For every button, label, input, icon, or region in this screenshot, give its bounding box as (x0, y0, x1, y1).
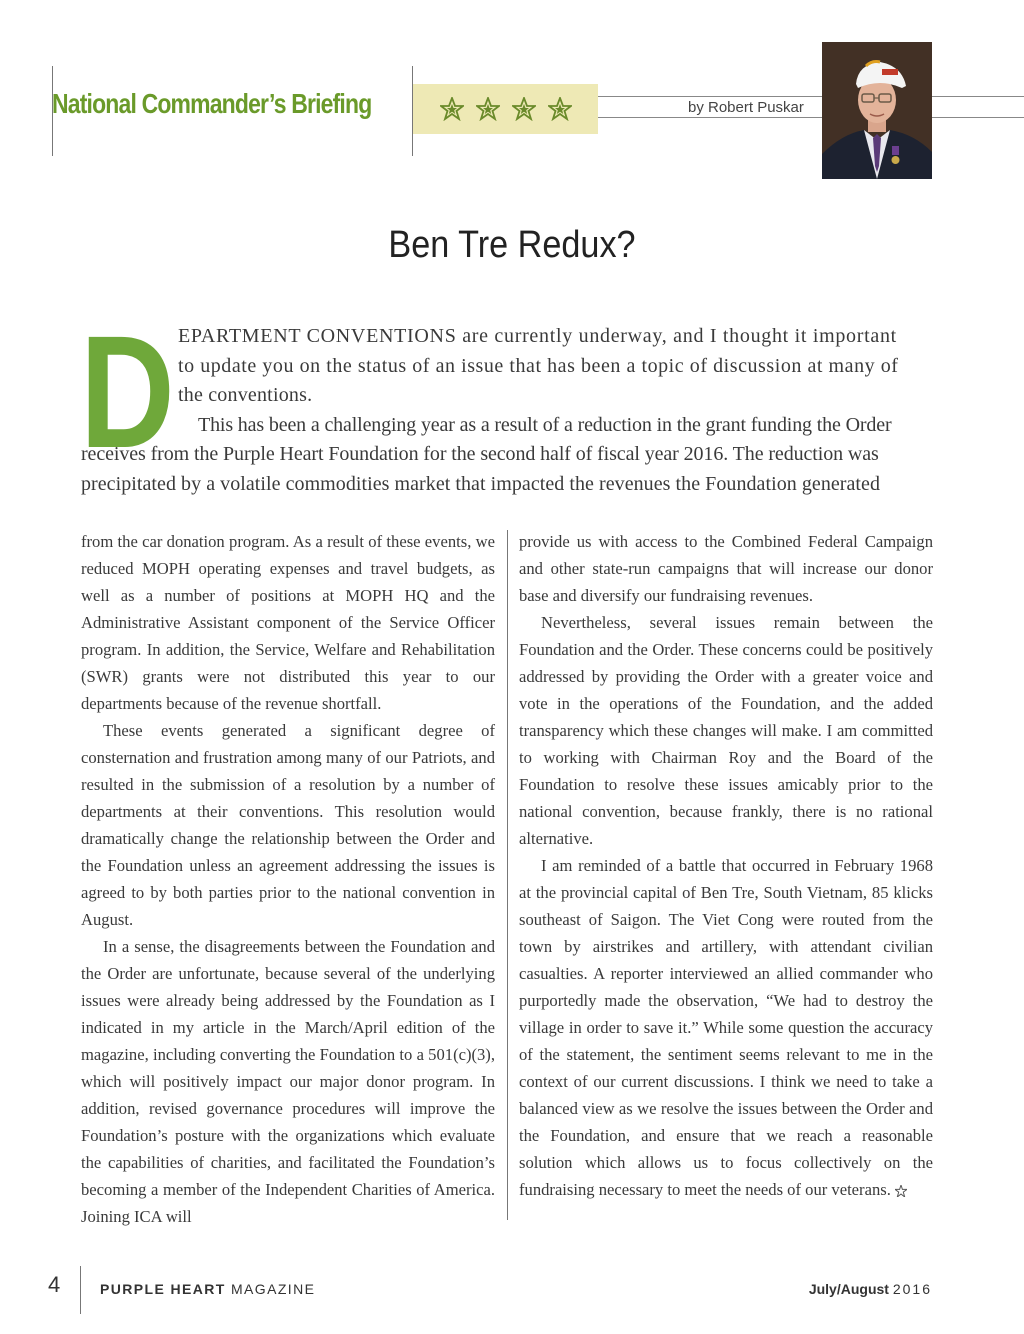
issue-date (809, 1281, 932, 1297)
star-icon (476, 97, 500, 121)
body-column-left (81, 528, 495, 1230)
body-paragraph-text: I am reminded of a battle that occurred in February 1968 at the provincial capital of Ben Tre, South Vietnam, 85 klicks southeast of Saigon. The Viet Cong were routed from the town by airstrikes and artillery, with attendant civilian casualties. A reporter interviewed an allied commander who purportedly made the observation, “We had to destroy the village in order to save it.” While some question the accuracy of the statement, the sentiment seems relevant to me in the context of our current discussions. I think we need to take a balanced view as we resolve the issues between the Order and the Foundation, and ensure that we reach a reasonable solution which allows us to focus collectively on the fundraising necessary to meet the needs of our veterans. (519, 856, 933, 1199)
header-rule (932, 96, 1024, 97)
intro-line: precipitated by a volatile commodities market that impacted the revenues the Foundation generated (81, 473, 881, 495)
body-paragraph: Nevertheless, several issues remain between the Foundation and the Order. These concerns could be positively addressed by providing the Order with a greater voice and vote in the operations of the Foundation, and the added transparency which these changes will make. I am committed to working with Chairman Roy and the Board of the Foundation to resolve these issues amicably prior to the national convention, because frankly, there is no rational alternative. (519, 613, 933, 848)
issue-months: July/August (808, 1281, 889, 1297)
body-column-right (519, 528, 933, 1203)
magazine-name-bold: PURPLE HEART (100, 1281, 226, 1297)
intro-line: This has been a challenging year as a result of a reduction in the grant funding the Order (198, 414, 892, 436)
body-paragraph: from the car donation program. As a result of these events, we reduced MOPH operating expenses and travel budgets, as well as a number of positions at MOPH HQ and the Administrative Assistant component of the Service Officer program. In addition, the Service, Welfare and Rehabilitation (SWR) grants were not distributed this year to our departments because of the revenue shortfall. (81, 532, 495, 713)
header-rule (598, 117, 822, 118)
author-portrait (822, 42, 932, 179)
star-icon (440, 97, 464, 121)
byline: by Robert Puskar (688, 99, 804, 116)
column-divider (507, 530, 508, 1220)
star-icon (548, 97, 572, 121)
purple-heart-star-icon (895, 1185, 907, 1197)
header-rule (598, 96, 822, 97)
intro-line: EPARTMENT CONVENTIONS are currently underway, and I thought it important (178, 325, 897, 347)
intro-line: to update you on the status of an issue that has been a topic of discussion at many of (178, 355, 899, 377)
magazine-name (100, 1281, 315, 1297)
magazine-name-rest: MAGAZINE (231, 1281, 316, 1297)
drop-cap: D (80, 302, 175, 481)
page-number: 4 (48, 1272, 61, 1297)
intro-line: the conventions. (178, 384, 313, 406)
body-paragraph (519, 852, 933, 1203)
body-paragraph: provide us with access to the Combined Federal Campaign and other state-run campaigns that will increase our donor base and diversify our fundraising revenues. (519, 532, 933, 605)
section-title: National Commander’s Briefing (52, 88, 372, 119)
article-headline: Ben Tre Redux? (388, 224, 636, 266)
footer-divider (80, 1266, 81, 1314)
intro-line: receives from the Purple Heart Foundation for the second half of fiscal year 2016. The reduction was (81, 443, 879, 465)
stars-band (413, 84, 598, 134)
body-paragraph: In a sense, the disagreements between the Foundation and the Order are unfortunate, because several of the underlying issues were already being addressed by the Foundation as I indicated in my article in the March/April edition of the magazine, including converting the Foundation to a 501(c)(3), which will positively impact our major donor program. In addition, revised governance procedures will improve the Foundation’s posture with the organizations which evaluate the capabilities of charities, and facilitated the Foundation’s becoming a member of the Independent Charities of America. Joining ICA will (81, 937, 495, 1226)
header-rule (932, 117, 1024, 118)
body-paragraph: These events generated a significant degree of consternation and frustration among many of our Patriots, and resulted in the submission of a resolution by a number of departments at their conventions. This resolution would dramatically change the relationship between the Order and the Foundation unless an agreement addressing the issues is agreed to by both parties prior to the national convention in August. (81, 721, 495, 929)
issue-year: 2016 (892, 1281, 932, 1297)
star-icon (512, 97, 536, 121)
